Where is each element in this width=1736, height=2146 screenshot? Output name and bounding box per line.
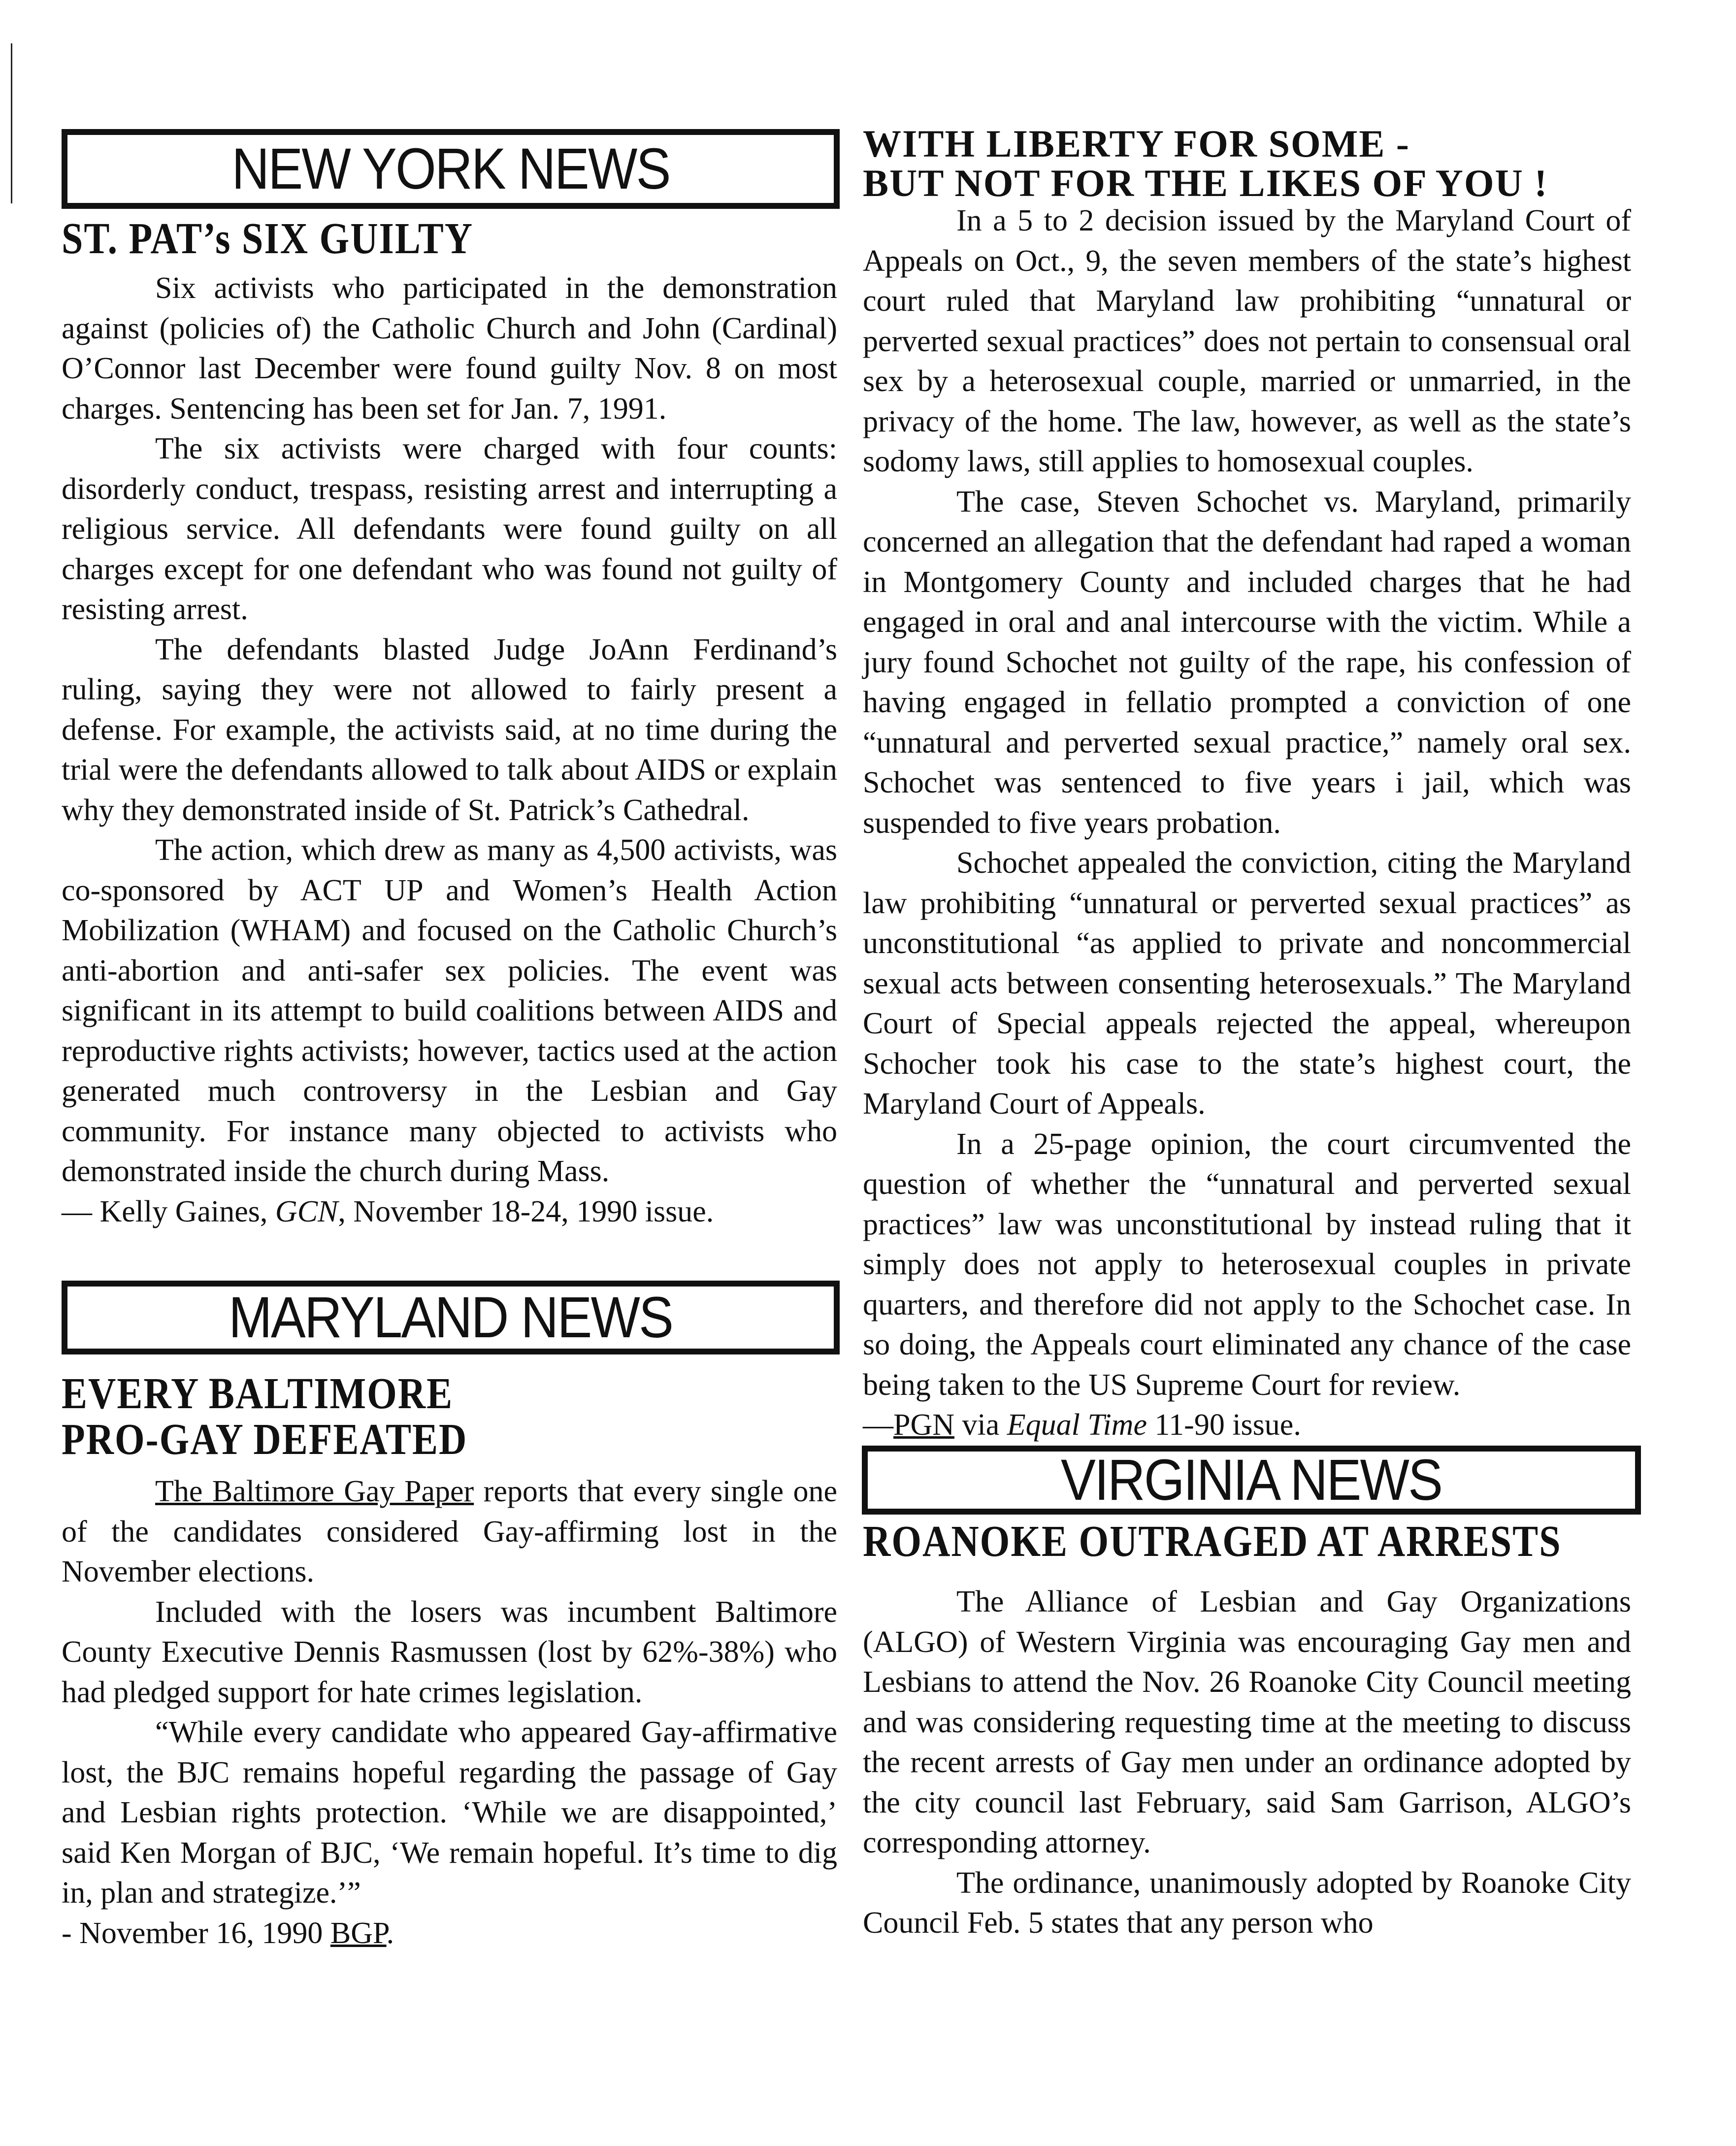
paragraph: The defendants blasted Judge JoAnn Ferdinand’s ruling, saying they were not allowed to fairly present a defense. For example, the activists said, at no time during the trial were the defendants allowed to talk about AIDS or explain why they demonstrated inside of St. Patrick’s Cathedral. bbox=[62, 632, 837, 827]
credit-via: via bbox=[954, 1408, 1007, 1442]
article-credit bbox=[863, 1405, 1631, 1446]
source-the-baltimore-gay-paper: The Baltimore Gay Paper bbox=[155, 1475, 474, 1508]
article-credit bbox=[62, 1914, 837, 1954]
banner-title: MARYLAND NEWS bbox=[229, 1285, 673, 1350]
credit-publication: PGN bbox=[893, 1408, 955, 1442]
paragraph: In a 25-page opinion, the court circumvented the question of whether the “unnatural and perverted sexual practices” law was unconstitutional by instead ruling that it simply does not apply to heterosexual couples in private quarters, and therefore did not apply to the Schochet case. In so doing, the Appeals court eliminated any chance of the case being taken to the US Supreme Court for review. bbox=[863, 1127, 1631, 1402]
headline-with-liberty-line1: WITH LIBERTY FOR SOME - bbox=[863, 122, 1410, 165]
headline-every-baltimore-line1: EVERY BALTIMORE bbox=[62, 1368, 454, 1418]
credit-prefix: — bbox=[863, 1408, 893, 1442]
article-credit bbox=[62, 1192, 837, 1232]
article-with-liberty bbox=[863, 201, 1631, 1446]
credit-publication: GCN bbox=[275, 1194, 338, 1228]
scan-edge-mark bbox=[11, 43, 12, 203]
paragraph: The action, which drew as many as 4,500 activists, was co-sponsored by ACT UP and Women’s Health Action Mobilization (WHAM) and focused on the Catholic Church’s anti-abortion and anti-safer sex policies. The event was significant in its attempt to build coalitions between AIDS and reproductive rights activists; however, tactics used at the action generated much controversy in the Lesbian and Gay community. For instance many objected to activists who demonstrated inside the church during Mass. bbox=[62, 833, 837, 1188]
paragraph: The case, Steven Schochet vs. Maryland, primarily concerned an allegation that the defendant had raped a woman in Montgomery County and included charges that he had engaged in oral and anal intercourse with the victim. While a jury found Schochet not guilty of the rape, his confession of having engaged in fellatio prompted a conviction of one “unnatural and perverted sexual practice,” namely oral sex. Schochet was sentenced to five years i jail, which was suspended to five years probation. bbox=[863, 485, 1631, 840]
credit-prefix: - November 16, 1990 bbox=[62, 1916, 330, 1950]
article-every-baltimore bbox=[62, 1472, 837, 1953]
paragraph: In a 5 to 2 decision issued by the Maryland Court of Appeals on Oct., 9, the seven members of the state’s highest court ruled that Maryland law prohibiting “unnatural or perverted sexual practices” does not pertain to consensual oral sex by a heterosexual couple, married or unmarried, in the privacy of the home. The law, however, as well as the state’s sodomy laws, still applies to homosexual couples. bbox=[863, 204, 1631, 478]
paragraph: Schochet appealed the conviction, citing the Maryland law prohibiting “unnatural or perverted sexual practices” as unconstitutional “as applied to private and noncommercial sexual acts between consenting heterosexuals.” The Maryland Court of Special appeals rejected the appeal, whereupon Schocher took his case to the state’s highest court, the Maryland Court of Appeals. bbox=[863, 846, 1631, 1121]
paragraph: Included with the losers was incumbent Baltimore County Executive Dennis Rasmussen (lost by 62%-38%) who had pledged support for hate crimes legislation. bbox=[62, 1595, 837, 1709]
lead-text: reports that every single one of the candidates considered Gay-affirming lost in the November elections. bbox=[62, 1475, 837, 1588]
headline-st-pats-six-guilty: ST. PAT’s SIX GUILTY bbox=[62, 213, 474, 263]
credit-suffix: . bbox=[386, 1916, 394, 1950]
headline-with-liberty-line2: BUT NOT FOR THE LIKES OF YOU ! bbox=[863, 162, 1548, 204]
credit-via-publication: Equal Time bbox=[1007, 1408, 1147, 1442]
credit-publication: BGP bbox=[330, 1916, 387, 1950]
article-st-pats bbox=[62, 268, 837, 1232]
article-roanoke bbox=[863, 1582, 1631, 1944]
new-york-news-banner bbox=[62, 129, 840, 209]
credit-suffix: 11-90 issue. bbox=[1146, 1408, 1301, 1442]
paragraph: The six activists were charged with four counts: disorderly conduct, trespass, resisting arrest and interrupting a religious service. All defendants were found guilty on all charges except for one defendant who was found not guilty of resisting arrest. bbox=[62, 432, 837, 626]
paragraph: “While every candidate who appeared Gay-affirmative lost, the BJC remains hopeful regarding the passage of Gay and Lesbian rights protection. ‘While we are disappointed,’ said Ken Morgan of BJC, ‘We remain hopeful. It’s time to dig in, plan and strategize.’” bbox=[62, 1716, 837, 1910]
paragraph: The ordinance, unanimously adopted by Roanoke City Council Feb. 5 states that any person who bbox=[863, 1866, 1631, 1940]
headline-roanoke-outraged: ROANOKE OUTRAGED AT ARRESTS bbox=[863, 1516, 1562, 1566]
headline-every-baltimore-line2: PRO-GAY DEFEATED bbox=[62, 1414, 468, 1464]
banner-title: VIRGINIA NEWS bbox=[1061, 1448, 1442, 1513]
credit-suffix: , November 18-24, 1990 issue. bbox=[338, 1194, 714, 1228]
credit-prefix: — Kelly Gaines, bbox=[62, 1194, 275, 1228]
paragraph: The Alliance of Lesbian and Gay Organizations (ALGO) of Western Virginia was encouraging Gay men and Lesbians to attend the Nov. 26 Roanoke City Council meeting and was considering requesting time at the meeting to discuss the recent arrests of Gay men under an ordinance adopted by the city council last February, said Sam Garrison, ALGO’s corresponding attorney. bbox=[863, 1585, 1631, 1859]
paragraph bbox=[62, 1472, 837, 1592]
maryland-news-banner bbox=[62, 1281, 840, 1354]
banner-title: NEW YORK NEWS bbox=[231, 136, 670, 201]
virginia-news-banner bbox=[862, 1446, 1641, 1515]
paragraph: Six activists who participated in the demonstration against (policies of) the Catholic Church and John (Cardinal) O’Connor last December were found guilty Nov. 8 on most charges. Sentencing has been set for Jan. 7, 1991. bbox=[62, 271, 837, 426]
